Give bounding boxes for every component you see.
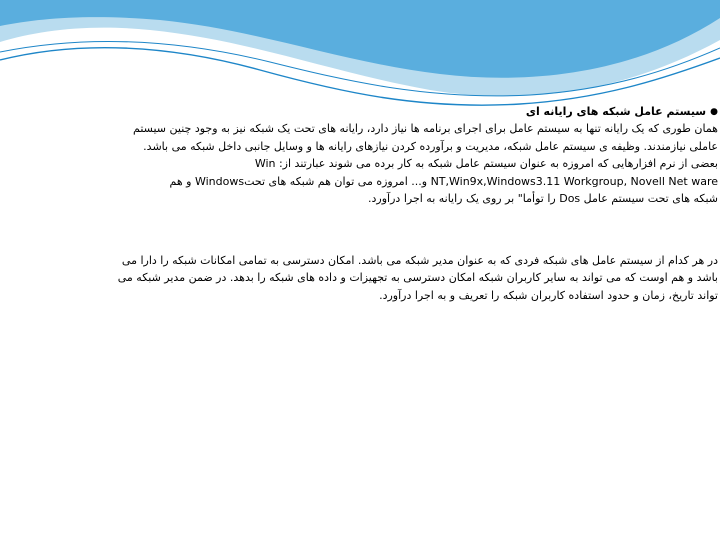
paragraph-1-line: NT,Win9x,Windows3.11 Workgroup, Novell Net ware و... امروزه می توان هم شبکه های تحتWindows و هم — [169, 174, 718, 188]
paragraph-1-line: عاملی نیازمندند. وظیفه ی سیستم عامل شبکه، مدیریت و برآورده کردن نیازهای رایانه ها و وسایل جانبی داخل شبکه می باشد. — [143, 139, 718, 153]
heading-text: سیستم عامل شبکه های رایانه ای — [525, 105, 707, 118]
paragraph-2 — [10, 252, 718, 305]
bullet-icon: ● — [710, 107, 718, 117]
slide-content — [10, 104, 718, 304]
slide-heading — [10, 104, 718, 120]
paragraph-2-line: باشد و هم اوست که می تواند به سایر کاربران شبکه امکان دسترسی به تجهیزات و داده های شبکه را بدهد. در ضمن مدیر شبکه می — [117, 271, 718, 284]
paragraph-2-line: در هر کدام از سیستم عامل های شبکه فردی که به عنوان مدیر شبکه می باشد. امکان دسترسی به تمامی امکانات شبکه را دارا می — [121, 253, 718, 267]
paragraph-1-line: شبکه های تحت سیستم عامل Dos را توأما" بر روی یک رایانه به اجرا درآورد. — [368, 192, 718, 205]
paragraph-1 — [10, 120, 718, 208]
paragraph-1-line: همان طوری که یک رایانه تنها به سیستم عامل برای اجرای برنامه ها نیاز دارد، رایانه های تحت یک شبکه نیز به وجود چنین سیستم — [133, 122, 718, 135]
paragraph-2-line: تواند تاریخ، زمان و حدود استفاده کاربران شبکه را تعریف و به اجرا درآورد. — [379, 288, 718, 302]
paragraph-1-line: بعضی از نرم افزارهایی که امروزه به عنوان سیستم عامل شبکه به کار برده می شوند عبارتند از: Win — [254, 157, 718, 170]
header-wave-decoration — [0, 0, 720, 120]
